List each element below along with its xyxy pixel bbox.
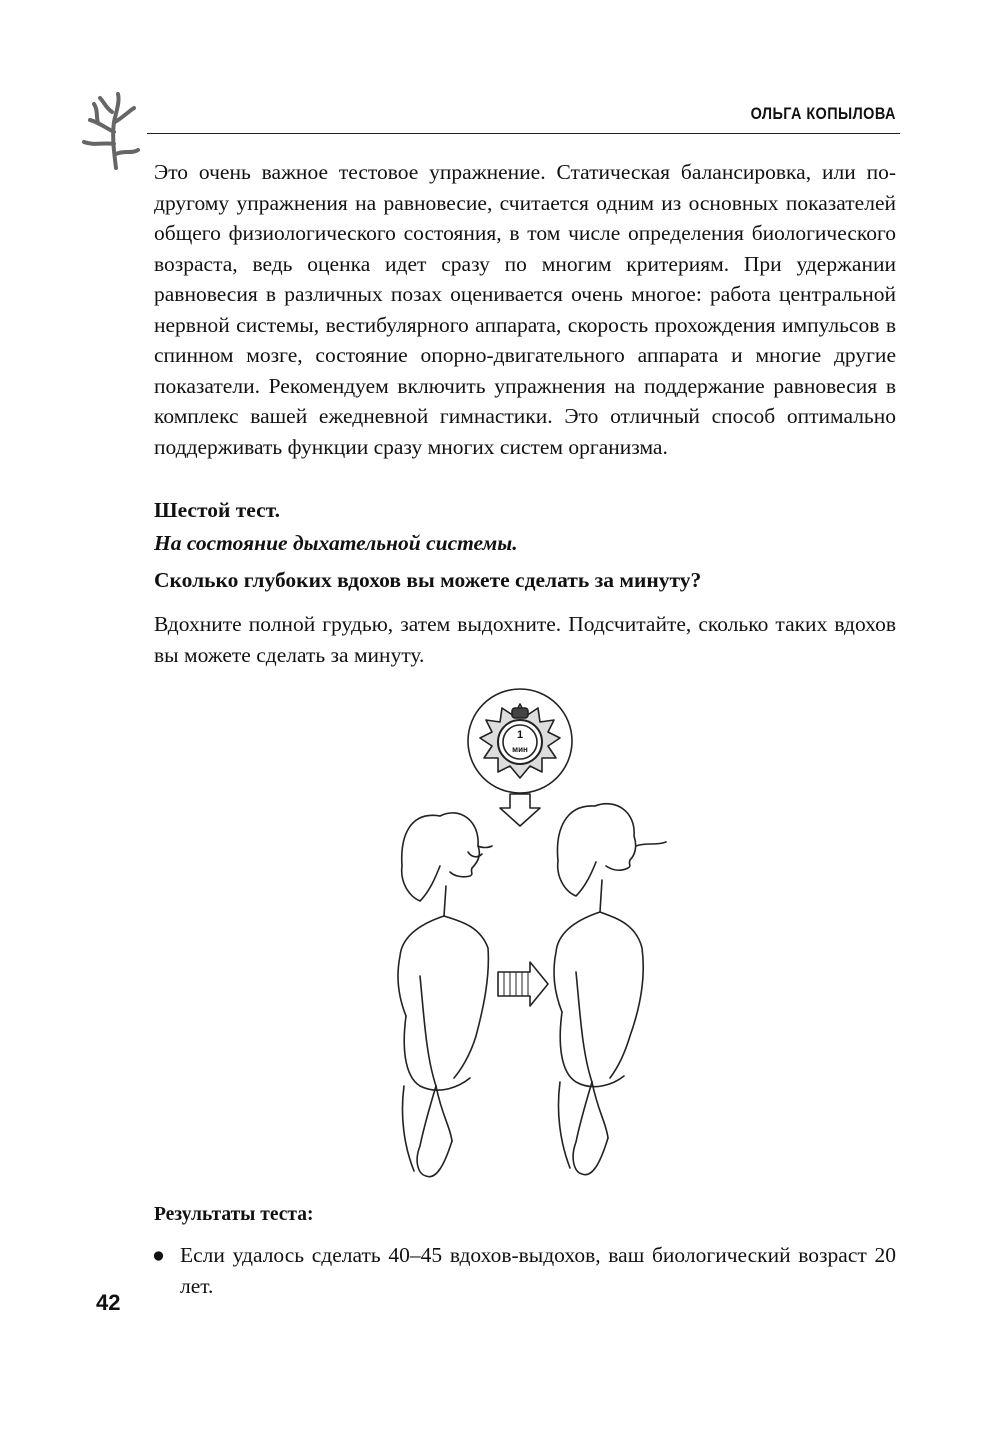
result-item: Если удалось сделать 40–45 вдохов-выдохов, ваш биологический возраст 20 лет. — [180, 1243, 896, 1298]
results-heading: Результаты теста: — [154, 1204, 314, 1225]
branch-logo-icon — [76, 92, 142, 170]
page-number: 42 — [96, 1290, 121, 1315]
timer-number: 1 — [516, 729, 524, 741]
system-heading: На состояние дыхательной системы. — [154, 531, 518, 555]
header-divider — [147, 133, 900, 134]
test-heading: Шестой тест. — [154, 498, 280, 522]
down-arrow-icon — [500, 794, 540, 826]
header-author: ОЛЬГА КОПЫЛОВА — [750, 104, 896, 123]
timer-unit: мин — [512, 745, 528, 754]
forward-arrow-icon — [498, 962, 548, 1006]
intro-paragraph: Это очень важное тестовое упражнение. Статическая балансировка, или по-другому упражнения на равновесие, считается одним из основных показателей общего физиологического состояния, в том числе определения биологического возраста, ведь оценка идет сразу по многим критериям. При удержании равновесия в различных позах оценивается очень многое: работа центральной нервной системы, вестибулярного аппарата, скорость прохождения импульсов в спинном мозге, состояние опорно-двигательного аппарата и многие другие показатели. Рекомендуем включить упражнения на поддержание равновесия в комплекс вашей ежедневной гимнастики. Это отличный способ оптимально поддерживать функции сразу многих систем организма. — [154, 160, 896, 459]
instruction-paragraph: Вдохните полной грудью, затем выдохните. Подсчитайте, сколько таких вдохов вы можете сделать за минуту. — [154, 612, 896, 667]
bullet-icon: ● — [152, 1243, 165, 1267]
question-heading: Сколько глубоких вдохов вы можете сделать за минуту? — [154, 568, 702, 592]
breathing-illustration — [380, 686, 680, 1186]
